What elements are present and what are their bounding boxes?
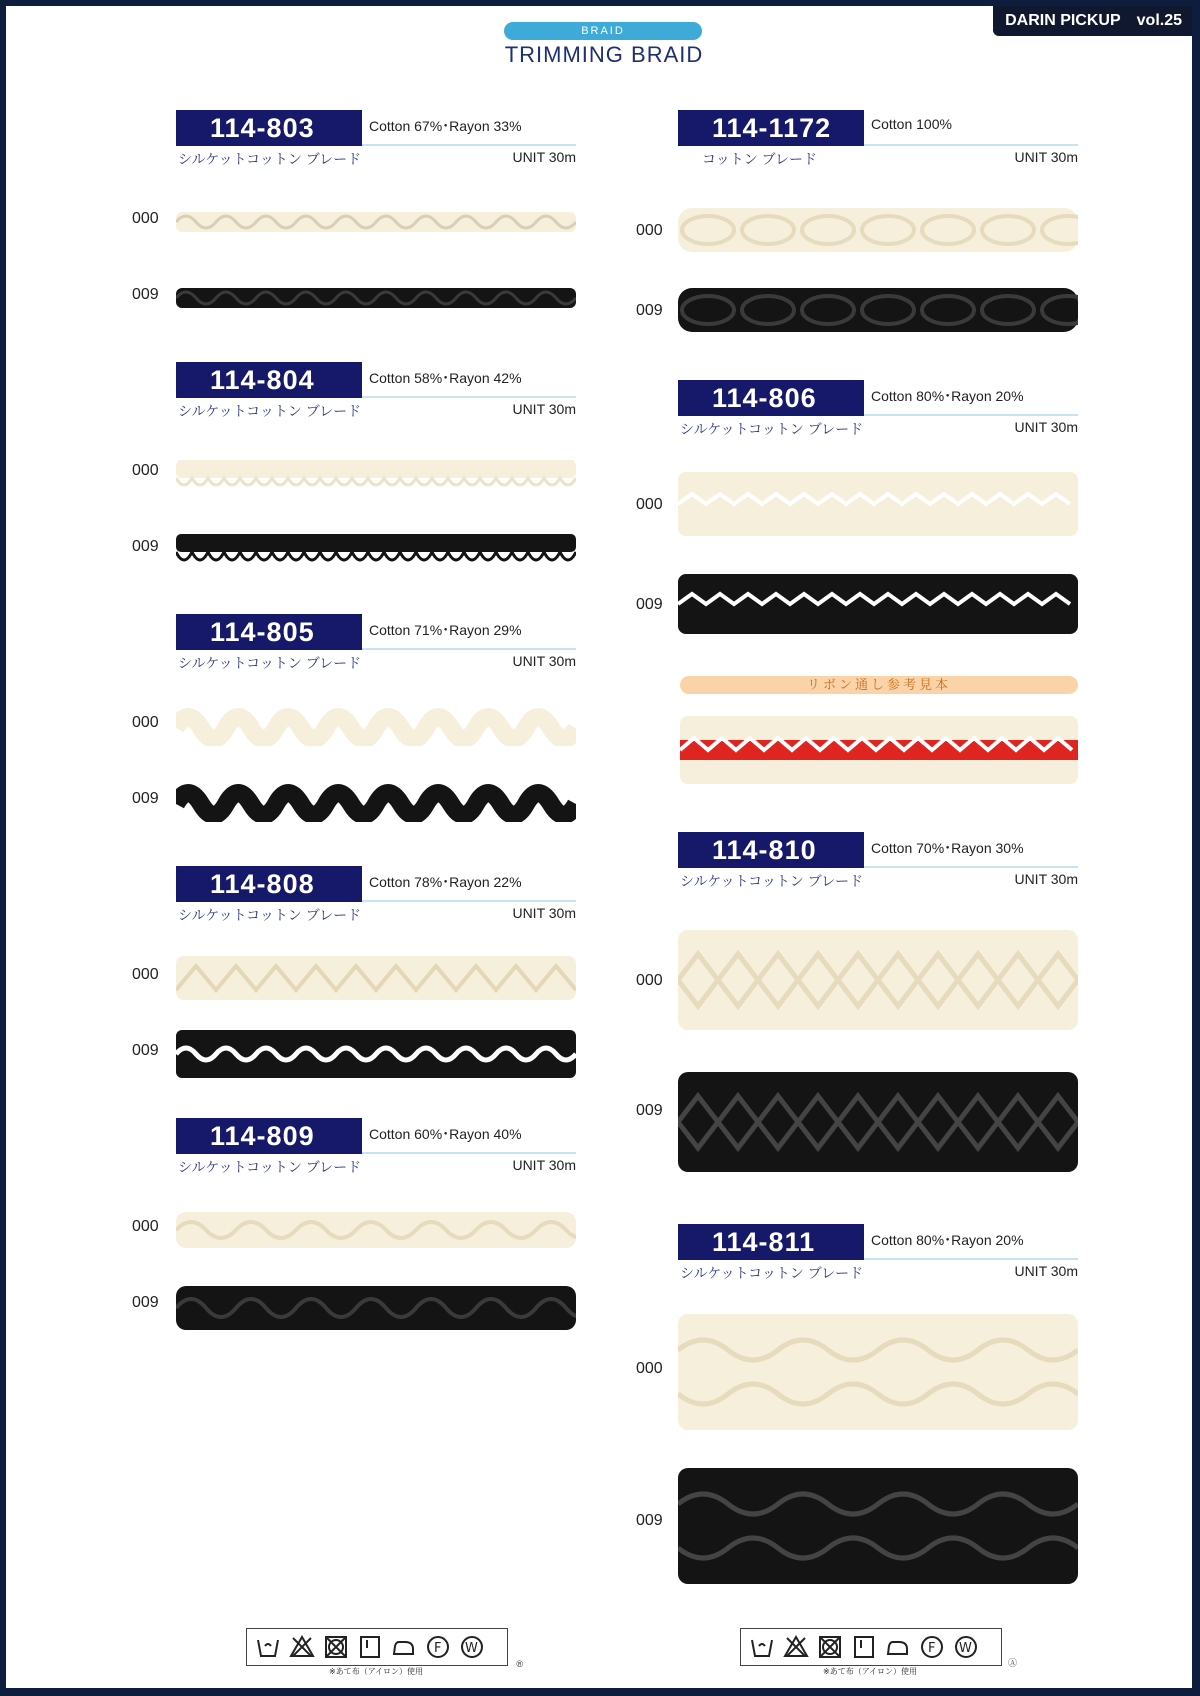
color-number: 000 <box>636 496 663 513</box>
jp-name: シルケットコットン ブレード <box>178 403 362 419</box>
color-number: 009 <box>132 1294 159 1311</box>
wet-clean-w-icon <box>953 1634 979 1660</box>
no-bleach-icon <box>783 1634 809 1660</box>
iron-icon <box>885 1634 911 1660</box>
color-number: 000 <box>636 972 663 989</box>
care-label <box>246 1628 523 1669</box>
svg-text:F: F <box>928 1641 936 1656</box>
section-tag: BRAID <box>504 22 702 40</box>
braid-swatch-ivory <box>176 706 576 746</box>
braid-swatch-ivory <box>678 926 1078 1034</box>
jp-name: シルケットコットン ブレード <box>680 421 864 437</box>
jp-name: シルケットコットン ブレード <box>178 907 362 923</box>
braid-swatch-ivory <box>176 1206 576 1254</box>
color-number: 009 <box>636 302 663 319</box>
color-number: 009 <box>132 538 159 555</box>
braid-swatch-black <box>176 1282 576 1334</box>
iron-icon <box>391 1634 417 1660</box>
jp-name: シルケットコットン ブレード <box>680 1265 864 1281</box>
product-block <box>132 866 576 1059</box>
hand-wash-icon <box>749 1634 775 1660</box>
braid-swatch-ivory <box>678 1310 1078 1434</box>
composition: Cotton 71%･Rayon 29% <box>369 622 522 638</box>
unit: UNIT 30m <box>1014 419 1078 435</box>
product-block <box>636 110 1078 319</box>
pickup-label: DARIN PICKUP <box>1005 12 1121 29</box>
braid-swatch-black <box>678 570 1078 638</box>
braid-swatch-black <box>176 1026 576 1082</box>
composition: Cotton 60%･Rayon 40% <box>369 1126 522 1142</box>
color-number: 009 <box>636 1102 663 1119</box>
catalog-page <box>6 6 1192 1688</box>
product-code: 114-811 <box>678 1224 864 1260</box>
hand-wash-icon <box>255 1634 281 1660</box>
composition: Cotton 80%･Rayon 20% <box>871 1232 1024 1248</box>
product-block <box>132 362 576 555</box>
color-number: 009 <box>636 1512 663 1529</box>
braid-swatch-black <box>678 1464 1078 1588</box>
care-mark: Ⓐ <box>1007 1658 1017 1668</box>
dry-clean-f-icon <box>425 1634 451 1660</box>
line-dry-icon <box>357 1634 383 1660</box>
composition: Cotton 67%･Rayon 33% <box>369 118 522 134</box>
composition: Cotton 80%･Rayon 20% <box>871 388 1024 404</box>
product-block <box>636 380 1078 613</box>
ribbon-note: リボン通し参考見本 <box>680 676 1078 694</box>
unit: UNIT 30m <box>512 149 576 165</box>
care-note: ※あて布（アイロン）使用 <box>329 1667 423 1676</box>
page-title: TRIMMING BRAID <box>504 42 704 67</box>
no-tumble-dry-icon <box>817 1634 843 1660</box>
no-bleach-icon <box>289 1634 315 1660</box>
product-block <box>132 1118 576 1311</box>
unit: UNIT 30m <box>512 905 576 921</box>
composition: Cotton 70%･Rayon 30% <box>871 840 1024 856</box>
jp-name: シルケットコットン ブレード <box>178 655 362 671</box>
braid-swatch-black <box>176 282 576 314</box>
product-code: 114-803 <box>176 110 362 146</box>
braid-swatch-ivory <box>678 468 1078 540</box>
braid-swatch-black <box>678 1068 1078 1176</box>
color-number: 000 <box>636 222 663 239</box>
color-number: 000 <box>132 462 159 479</box>
product-block <box>132 614 576 807</box>
jp-name: シルケットコットン ブレード <box>680 873 864 889</box>
color-number: 009 <box>132 1042 159 1059</box>
unit: UNIT 30m <box>512 653 576 669</box>
product-code: 114-805 <box>176 614 362 650</box>
product-code: 114-808 <box>176 866 362 902</box>
color-number: 009 <box>132 286 159 303</box>
ribbon-sample <box>680 714 1078 786</box>
color-number: 000 <box>132 1218 159 1235</box>
braid-swatch-black <box>176 782 576 822</box>
product-code: 114-810 <box>678 832 864 868</box>
product-code: 114-806 <box>678 380 864 416</box>
care-note: ※あて布（アイロン）使用 <box>823 1667 917 1676</box>
jp-name: シルケットコットン ブレード <box>178 151 362 167</box>
braid-swatch-black <box>678 280 1078 340</box>
color-number: 000 <box>132 966 159 983</box>
jp-name: コットン ブレード <box>702 151 818 167</box>
product-code: 114-1172 <box>678 110 864 146</box>
braid-swatch-ivory <box>176 452 576 496</box>
color-number: 009 <box>636 596 663 613</box>
unit: UNIT 30m <box>1014 871 1078 887</box>
composition: Cotton 58%･Rayon 42% <box>369 370 522 386</box>
braid-swatch-ivory <box>678 200 1078 260</box>
svg-text:F: F <box>434 1641 442 1656</box>
color-number: 000 <box>132 210 159 227</box>
volume-label: vol.25 <box>1136 12 1182 29</box>
dry-clean-f-icon <box>919 1634 945 1660</box>
care-mark: ® <box>516 1659 523 1669</box>
color-number: 000 <box>636 1360 663 1377</box>
svg-text:W: W <box>465 1641 478 1656</box>
svg-text:W: W <box>959 1641 972 1656</box>
braid-swatch-ivory <box>176 206 576 238</box>
unit: UNIT 30m <box>1014 149 1078 165</box>
wet-clean-w-icon <box>459 1634 485 1660</box>
unit: UNIT 30m <box>1014 1263 1078 1279</box>
color-number: 000 <box>132 714 159 731</box>
product-code: 114-809 <box>176 1118 362 1154</box>
braid-swatch-black <box>176 528 576 572</box>
product-block <box>636 1224 1078 1529</box>
composition: Cotton 100% <box>871 116 952 132</box>
product-block <box>132 110 576 303</box>
composition: Cotton 78%･Rayon 22% <box>369 874 522 890</box>
pickup-badge <box>993 6 1192 36</box>
product-block <box>636 832 1078 1119</box>
line-dry-icon <box>851 1634 877 1660</box>
color-number: 009 <box>132 790 159 807</box>
unit: UNIT 30m <box>512 1157 576 1173</box>
care-label <box>740 1628 1017 1668</box>
jp-name: シルケットコットン ブレード <box>178 1159 362 1175</box>
unit: UNIT 30m <box>512 401 576 417</box>
braid-swatch-ivory <box>176 950 576 1006</box>
no-tumble-dry-icon <box>323 1634 349 1660</box>
product-code: 114-804 <box>176 362 362 398</box>
